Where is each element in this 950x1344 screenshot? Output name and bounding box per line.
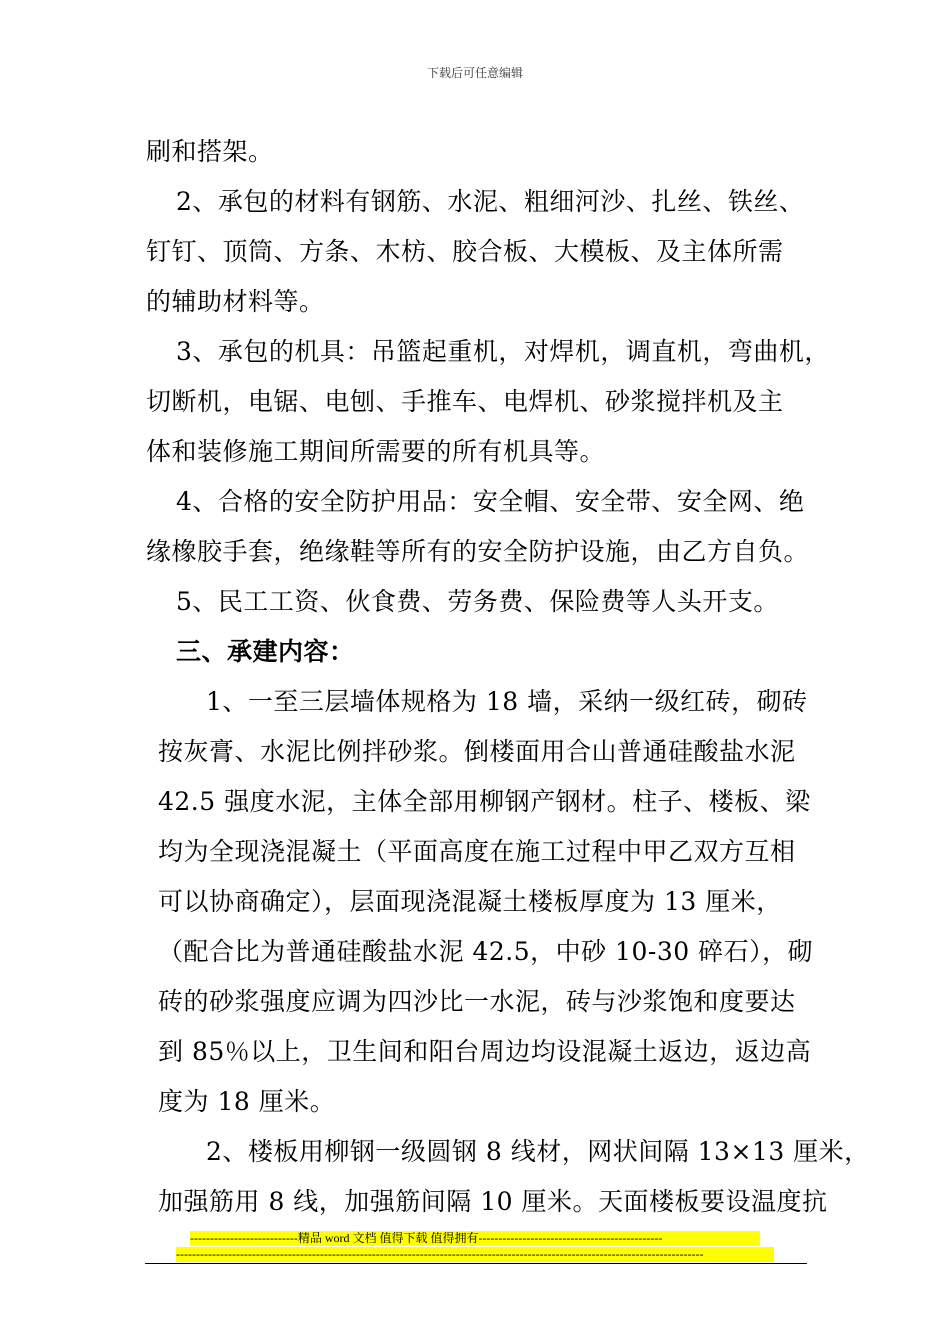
body-line: 2、楼板用柳钢一级圆钢 8 线材，网状间隔 13×13 厘米，	[206, 1137, 870, 1166]
footer-rule	[145, 1263, 807, 1264]
body-line: 砖的砂浆强度应调为四沙比一水泥，砖与沙浆饱和度要达	[158, 987, 796, 1016]
body-line: 均为全现浇混凝土（平面高度在施工过程中甲乙双方互相	[158, 837, 796, 866]
body-line: （配合比为普通硅酸盐水泥 42.5，中砂 10-30 碎石），砌	[158, 937, 814, 966]
footer-banner-line-2: ------------------------------------------------------------------------------------------------------------------------------------	[176, 1247, 774, 1262]
section-heading: 三、承建内容：	[176, 637, 355, 666]
body-line: 到 85％以上，卫生间和阳台周边均设混凝土返边，返边高	[158, 1037, 812, 1066]
body-line: 按灰膏、水泥比例拌砂浆。倒楼面用合山普通硅酸盐水泥	[158, 737, 796, 766]
body-line: 体和装修施工期间所需要的所有机具等。	[146, 437, 606, 466]
body-line: 2、承包的材料有钢筋、水泥、粗细河沙、扎丝、铁丝、	[176, 187, 805, 216]
body-line: 度为 18 厘米。	[158, 1087, 336, 1116]
body-line: 缘橡胶手套，绝缘鞋等所有的安全防护设施，由乙方自负。	[146, 537, 810, 566]
body-line: 1、一至三层墙体规格为 18 墙，采纳一级红砖，砌砖	[206, 687, 808, 716]
body-line: 加强筋用 8 线，加强筋间隔 10 厘米。天面楼板要设温度抗	[158, 1187, 828, 1216]
body-line: 可以协商确定），层面现浇混凝土楼板厚度为 13 厘米，	[158, 887, 782, 916]
body-line: 钉钉、顶筒、方条、木枋、胶合板、大模板、及主体所需	[146, 237, 784, 266]
body-line: 刷和搭架。	[146, 137, 274, 166]
body-line: 3、承包的机具：吊篮起重机，对焊机，调直机，弯曲机，	[176, 337, 830, 366]
page-header: 下载后可任意编辑	[426, 66, 523, 80]
footer-banner-line-1: ---------------------------精品 word 文档 值得下载 值得拥有----------------------------------------------	[190, 1231, 760, 1246]
body-line: 5、民工工资、伙食费、劳务费、保险费等人头开支。	[176, 587, 779, 616]
body-line: 4、合格的安全防护用品：安全帽、安全带、安全网、绝	[176, 487, 805, 516]
body-line: 42.5 强度水泥，主体全部用柳钢产钢材。柱子、楼板、梁	[158, 787, 811, 816]
body-line: 切断机，电锯、电刨、手推车、电焊机、砂浆搅拌机及主	[146, 387, 784, 416]
body-line: 的辅助材料等。	[146, 287, 325, 316]
